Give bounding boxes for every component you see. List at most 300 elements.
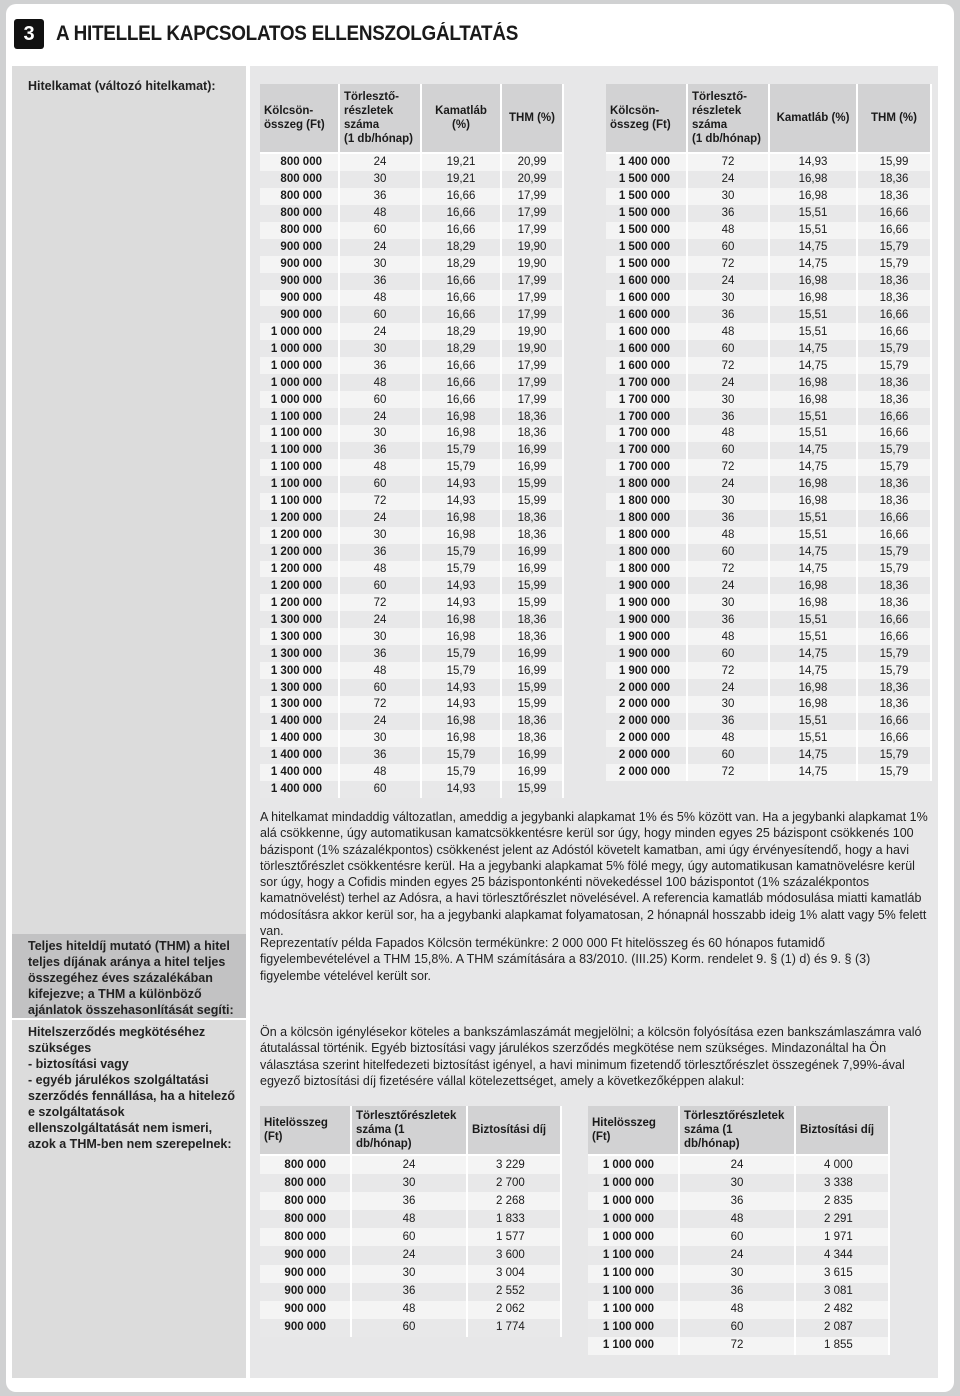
table-cell: 16,98 (770, 273, 858, 290)
table-cell: 19,21 (422, 171, 502, 188)
col-header-rate: Kamatláb (%) (770, 84, 858, 154)
col-header-amount: Kölcsön- összeg (Ft) (606, 84, 688, 154)
table-row (260, 256, 564, 273)
table-cell: 1 100 000 (588, 1301, 680, 1319)
table-row (606, 273, 932, 290)
table-cell: 60 (340, 679, 422, 696)
table-row (260, 290, 564, 307)
table-cell: 900 000 (260, 1301, 352, 1319)
table-cell: 18,36 (858, 171, 932, 188)
table-cell: 30 (340, 628, 422, 645)
table-row (260, 1174, 562, 1192)
table-row (260, 1210, 562, 1228)
table-cell: 18,36 (858, 577, 932, 594)
table-row (260, 594, 564, 611)
label-column (12, 66, 246, 1378)
table-cell: 1 200 000 (260, 527, 340, 544)
table-cell: 15,79 (858, 561, 932, 578)
table-cell: 16,66 (858, 510, 932, 527)
table-cell: 14,93 (770, 154, 858, 171)
table-cell: 16,99 (502, 662, 564, 679)
table-cell: 17,99 (502, 357, 564, 374)
table-cell: 15,51 (770, 713, 858, 730)
table-cell: 1 100 000 (260, 442, 340, 459)
table-cell: 18,36 (502, 527, 564, 544)
table-cell: 1 855 (796, 1337, 890, 1355)
table-cell: 30 (352, 1174, 468, 1192)
table-cell: 1 800 000 (606, 544, 688, 561)
table-row (606, 713, 932, 730)
table-cell: 15,79 (422, 662, 502, 679)
table-cell: 1 800 000 (606, 476, 688, 493)
table-cell: 1 600 000 (606, 357, 688, 374)
table-cell: 1 500 000 (606, 239, 688, 256)
table-row (588, 1283, 890, 1301)
table-cell: 36 (340, 645, 422, 662)
table-cell: 36 (688, 510, 770, 527)
table-cell: 36 (680, 1283, 796, 1301)
table-cell: 36 (688, 611, 770, 628)
table-cell: 1 000 000 (588, 1174, 680, 1192)
table-cell: 2 291 (796, 1210, 890, 1228)
table-cell: 900 000 (260, 1283, 352, 1301)
table-cell: 17,99 (502, 222, 564, 239)
table-cell: 900 000 (260, 256, 340, 273)
table-cell: 800 000 (260, 171, 340, 188)
table-row (260, 205, 564, 222)
table-cell: 14,75 (770, 747, 858, 764)
table-cell: 30 (688, 290, 770, 307)
table-cell: 60 (352, 1319, 468, 1337)
table-cell: 1 200 000 (260, 594, 340, 611)
table-row (588, 1156, 890, 1174)
insurance-note: Ön a kölcsön igénylésekor köteles a bankszámlaszámát megjelölni; a kölcsön folyósítása ezen bankszámlaszámra való átutalással történik. Egyéb biztosítási vagy járulékos szerződés megkötése nem szükséges. Mindazonáltal ha Ön választása szerint hitelfedezeti biztosítást igényel, a havi minimum fizetendő törlesztőrészlet összegének 7,99%-ával egyező biztosítási díj fizetésére vállal kötelezettséget, amely a következőképpen alakul: (260, 1025, 922, 1088)
table-row (260, 713, 564, 730)
table-row (588, 1174, 890, 1192)
table-cell: 14,93 (422, 696, 502, 713)
col-header-installments: Törlesztő- részletek száma (1 db/hónap) (688, 84, 770, 154)
table-cell: 800 000 (260, 205, 340, 222)
table-cell: 24 (680, 1156, 796, 1174)
table-cell: 30 (688, 188, 770, 205)
table-cell: 1 800 000 (606, 527, 688, 544)
col-header-amount: Kölcsön- összeg (Ft) (260, 84, 340, 154)
table-cell: 2 482 (796, 1301, 890, 1319)
table-cell: 15,79 (858, 645, 932, 662)
table-cell: 16,66 (858, 222, 932, 239)
table-cell: 900 000 (260, 239, 340, 256)
table-cell: 30 (340, 171, 422, 188)
table-cell: 72 (688, 561, 770, 578)
table-cell: 30 (340, 256, 422, 273)
rate-table-left (260, 84, 564, 798)
table-row (260, 764, 564, 781)
table-cell: 18,36 (858, 594, 932, 611)
table-cell: 16,99 (502, 645, 564, 662)
table-cell: 1 100 000 (588, 1265, 680, 1283)
table-cell: 15,99 (502, 577, 564, 594)
table-cell: 3 338 (796, 1174, 890, 1192)
table-cell: 15,51 (770, 527, 858, 544)
table-cell: 1 400 000 (260, 764, 340, 781)
table-row (260, 747, 564, 764)
table-cell: 15,99 (502, 493, 564, 510)
table-cell: 3 615 (796, 1265, 890, 1283)
table-cell: 1 100 000 (588, 1319, 680, 1337)
col-header-installments: Törlesztő- részletek száma (1 db/hónap) (340, 84, 422, 154)
table-cell: 1 200 000 (260, 544, 340, 561)
table-row (260, 442, 564, 459)
col-header-thm: THM (%) (502, 84, 564, 154)
interest-label: Hitelkamat (változó hitelkamat): (28, 79, 216, 93)
table-cell: 18,36 (858, 188, 932, 205)
table-cell: 800 000 (260, 1210, 352, 1228)
table-cell: 30 (340, 730, 422, 747)
table-cell: 18,29 (422, 256, 502, 273)
table-cell: 1 300 000 (260, 696, 340, 713)
table-cell: 1 000 000 (588, 1210, 680, 1228)
table-cell: 24 (688, 273, 770, 290)
table-cell: 24 (688, 171, 770, 188)
table-cell: 17,99 (502, 188, 564, 205)
table-cell: 2 000 000 (606, 696, 688, 713)
table-cell: 1 900 000 (606, 628, 688, 645)
table-cell: 15,79 (422, 544, 502, 561)
table-cell: 800 000 (260, 154, 340, 171)
table-cell: 72 (688, 256, 770, 273)
table-cell: 15,99 (502, 679, 564, 696)
table-cell: 14,75 (770, 662, 858, 679)
table-cell: 900 000 (260, 306, 340, 323)
table-cell: 1 500 000 (606, 256, 688, 273)
table-cell: 24 (340, 713, 422, 730)
table-row (606, 628, 932, 645)
table-cell: 1 833 (468, 1210, 562, 1228)
table-cell: 17,99 (502, 306, 564, 323)
table-cell: 17,99 (502, 290, 564, 307)
table-cell: 30 (680, 1174, 796, 1192)
table-cell: 15,79 (858, 239, 932, 256)
table-cell: 18,29 (422, 239, 502, 256)
table-cell: 24 (680, 1246, 796, 1264)
table-cell: 1 400 000 (260, 730, 340, 747)
table-cell: 2 000 000 (606, 679, 688, 696)
representative-example: Reprezentatív példa Fapados Kölcsön termékünkre: 2 000 000 Ft hitelösszeg és 60 hónapos futamidő figyelembevételével a THM 15,8%. A THM számítására a 83/2010. (III.25) Korm. rendelet 9. § (1) d) és 9. § (3) figyelembe vételével került sor. (260, 936, 871, 983)
table-cell: 2 835 (796, 1192, 890, 1210)
table-row (260, 510, 564, 527)
table-row (260, 476, 564, 493)
table-cell: 1 000 000 (260, 323, 340, 340)
table-row (606, 594, 932, 611)
table-cell: 48 (688, 628, 770, 645)
table-cell: 1 900 000 (606, 577, 688, 594)
table-row (260, 493, 564, 510)
table-cell: 18,36 (858, 696, 932, 713)
table-row (260, 781, 564, 798)
table-row (260, 1265, 562, 1283)
table-cell: 2 062 (468, 1301, 562, 1319)
table-cell: 18,36 (502, 425, 564, 442)
table-cell: 3 229 (468, 1156, 562, 1174)
table-cell: 16,98 (422, 408, 502, 425)
table-cell: 60 (340, 577, 422, 594)
table-cell: 60 (688, 239, 770, 256)
table-cell: 800 000 (260, 1228, 352, 1246)
table-row (260, 459, 564, 476)
table-cell: 36 (688, 205, 770, 222)
table-cell: 24 (340, 611, 422, 628)
table-row (606, 222, 932, 239)
table-cell: 18,36 (502, 730, 564, 747)
table-cell: 800 000 (260, 1192, 352, 1210)
table-cell: 16,98 (422, 425, 502, 442)
table-cell: 36 (352, 1283, 468, 1301)
table-cell: 72 (680, 1337, 796, 1355)
table-row (260, 154, 564, 171)
table-cell: 48 (688, 323, 770, 340)
table-cell: 24 (340, 408, 422, 425)
table-cell: 800 000 (260, 1174, 352, 1192)
table-cell: 17,99 (502, 374, 564, 391)
table-cell: 900 000 (260, 1319, 352, 1337)
table-cell: 18,36 (858, 493, 932, 510)
table-cell: 16,66 (858, 713, 932, 730)
table-row (606, 730, 932, 747)
table-row (260, 645, 564, 662)
table-cell: 48 (340, 459, 422, 476)
table-row (606, 442, 932, 459)
table-row (260, 340, 564, 357)
table-cell: 14,93 (422, 476, 502, 493)
table-cell: 1 700 000 (606, 459, 688, 476)
table-cell: 2 000 000 (606, 730, 688, 747)
table-cell: 15,79 (422, 442, 502, 459)
table-cell: 1 600 000 (606, 323, 688, 340)
table-cell: 20,99 (502, 154, 564, 171)
table-cell: 15,99 (502, 476, 564, 493)
table-cell: 17,99 (502, 273, 564, 290)
table-cell: 72 (340, 493, 422, 510)
table-cell: 1 600 000 (606, 306, 688, 323)
table-cell: 2 000 000 (606, 764, 688, 781)
table-cell: 30 (352, 1265, 468, 1283)
table-cell: 16,66 (858, 611, 932, 628)
table-cell: 18,36 (858, 391, 932, 408)
table-cell: 16,66 (422, 273, 502, 290)
table-cell: 18,29 (422, 340, 502, 357)
table-cell: 14,75 (770, 357, 858, 374)
table-cell: 14,75 (770, 459, 858, 476)
table-cell: 1 900 000 (606, 611, 688, 628)
table-cell: 36 (340, 747, 422, 764)
table-cell: 800 000 (260, 188, 340, 205)
table-cell: 36 (688, 713, 770, 730)
table-row (260, 577, 564, 594)
table-cell: 15,79 (422, 561, 502, 578)
table-cell: 15,79 (422, 764, 502, 781)
table-row (260, 527, 564, 544)
table-cell: 1 300 000 (260, 645, 340, 662)
table-row (606, 188, 932, 205)
table-cell: 60 (340, 306, 422, 323)
table-cell: 1 000 000 (260, 374, 340, 391)
services-label: Hitelszerződés megkötéséhez szükséges - biztosítási vagy - egyéb járulékos szolgáltatási szerződés fennállása, ha a hitelező e szolgáltatások ellenszolgáltatását nem ismeri, azok a THM-ben nem szerepelnek: (12, 1024, 246, 1152)
table-cell: 36 (340, 357, 422, 374)
table-cell: 16,66 (422, 391, 502, 408)
table-cell: 18,36 (858, 290, 932, 307)
table-cell: 1 500 000 (606, 171, 688, 188)
table-cell: 15,79 (858, 764, 932, 781)
table-cell: 16,98 (770, 577, 858, 594)
table-row (588, 1246, 890, 1264)
table-row (606, 205, 932, 222)
thm-label: Teljes hiteldíj mutató (THM) a hitel teljes díjának aránya a hitel teljes összegéhez éves százalékában kifejezve; a THM a különböző ajánlatok összehasonlítását segíti: (12, 934, 246, 1018)
table-cell: 1 000 000 (588, 1156, 680, 1174)
table-cell: 30 (340, 425, 422, 442)
table-cell: 1 400 000 (260, 713, 340, 730)
ins-col-header-amount: Hitelösszeg (Ft) (260, 1106, 352, 1156)
table-cell: 18,36 (858, 679, 932, 696)
table-cell: 36 (340, 544, 422, 561)
table-cell: 48 (340, 662, 422, 679)
table-cell: 48 (688, 425, 770, 442)
table-cell: 900 000 (260, 290, 340, 307)
table-cell: 16,66 (422, 188, 502, 205)
table-cell: 900 000 (260, 273, 340, 290)
table-row (606, 239, 932, 256)
table-cell: 16,98 (422, 510, 502, 527)
table-cell: 30 (340, 527, 422, 544)
table-cell: 15,51 (770, 205, 858, 222)
table-cell: 1 400 000 (260, 781, 340, 798)
table-cell: 1 500 000 (606, 188, 688, 205)
table-row (606, 764, 932, 781)
table-cell: 30 (688, 696, 770, 713)
table-cell: 15,51 (770, 611, 858, 628)
table-cell: 30 (688, 594, 770, 611)
table-row (588, 1228, 890, 1246)
table-row (260, 544, 564, 561)
table-cell: 1 400 000 (260, 747, 340, 764)
table-cell: 15,51 (770, 306, 858, 323)
table-row (260, 188, 564, 205)
table-cell: 15,51 (770, 323, 858, 340)
table-row (260, 425, 564, 442)
table-cell: 16,98 (422, 730, 502, 747)
table-cell: 1 000 000 (260, 357, 340, 374)
table-cell: 18,36 (502, 611, 564, 628)
table-cell: 16,66 (858, 306, 932, 323)
table-row (606, 256, 932, 273)
table-cell: 3 081 (796, 1283, 890, 1301)
table-row (260, 1192, 562, 1210)
table-cell: 1 300 000 (260, 679, 340, 696)
table-cell: 1 800 000 (606, 510, 688, 527)
table-cell: 1 700 000 (606, 374, 688, 391)
ins-col-header-installments: Törlesztőrészletek száma (1 db/hónap) (680, 1106, 796, 1156)
table-cell: 24 (340, 154, 422, 171)
ins-col-header-fee: Biztosítási díj (468, 1106, 562, 1156)
table-row (606, 408, 932, 425)
table-cell: 15,79 (858, 544, 932, 561)
table-cell: 16,66 (422, 306, 502, 323)
table-row (260, 357, 564, 374)
table-cell: 1 100 000 (260, 493, 340, 510)
table-cell: 24 (352, 1156, 468, 1174)
table-cell: 48 (340, 561, 422, 578)
table-row (260, 408, 564, 425)
table-cell: 60 (340, 476, 422, 493)
table-row (606, 527, 932, 544)
rate-table-right (606, 84, 932, 781)
table-cell: 16,66 (422, 290, 502, 307)
section-number: 3 (14, 19, 44, 49)
table-row (606, 290, 932, 307)
table-cell: 18,29 (422, 323, 502, 340)
table-cell: 36 (352, 1192, 468, 1210)
table-row (588, 1301, 890, 1319)
table-row (260, 561, 564, 578)
table-cell: 60 (340, 391, 422, 408)
table-cell: 16,98 (770, 476, 858, 493)
table-cell: 16,98 (770, 391, 858, 408)
table-cell: 18,36 (502, 713, 564, 730)
table-row (606, 171, 932, 188)
table-row (260, 611, 564, 628)
table-cell: 36 (688, 306, 770, 323)
table-row (260, 696, 564, 713)
table-cell: 1 200 000 (260, 577, 340, 594)
table-cell: 18,36 (858, 273, 932, 290)
table-cell: 15,79 (858, 459, 932, 476)
table-cell: 14,75 (770, 544, 858, 561)
table-cell: 1 971 (796, 1228, 890, 1246)
table-row (606, 306, 932, 323)
table-cell: 14,75 (770, 239, 858, 256)
table-cell: 48 (340, 290, 422, 307)
table-cell: 15,99 (502, 696, 564, 713)
col-header-rate: Kamatláb (%) (422, 84, 502, 154)
table-cell: 15,79 (858, 442, 932, 459)
table-cell: 3 004 (468, 1265, 562, 1283)
table-row (260, 1283, 562, 1301)
table-cell: 60 (688, 340, 770, 357)
table-cell: 1 300 000 (260, 662, 340, 679)
table-cell: 19,90 (502, 340, 564, 357)
table-row (606, 493, 932, 510)
table-cell: 48 (688, 222, 770, 239)
section-header (14, 18, 714, 50)
table-cell: 19,90 (502, 256, 564, 273)
table-cell: 4 000 (796, 1156, 890, 1174)
table-cell: 14,93 (422, 679, 502, 696)
table-cell: 30 (688, 391, 770, 408)
table-cell: 1 300 000 (260, 628, 340, 645)
table-cell: 1 800 000 (606, 561, 688, 578)
table-cell: 16,98 (770, 679, 858, 696)
table-cell: 16,99 (502, 561, 564, 578)
table-row (606, 544, 932, 561)
table-cell: 15,79 (858, 747, 932, 764)
table-cell: 16,98 (770, 374, 858, 391)
table-row (588, 1319, 890, 1337)
table-cell: 17,99 (502, 391, 564, 408)
table-row (260, 679, 564, 696)
table-row (260, 730, 564, 747)
table-cell: 48 (688, 527, 770, 544)
table-cell: 48 (340, 205, 422, 222)
table-cell: 1 000 000 (588, 1228, 680, 1246)
